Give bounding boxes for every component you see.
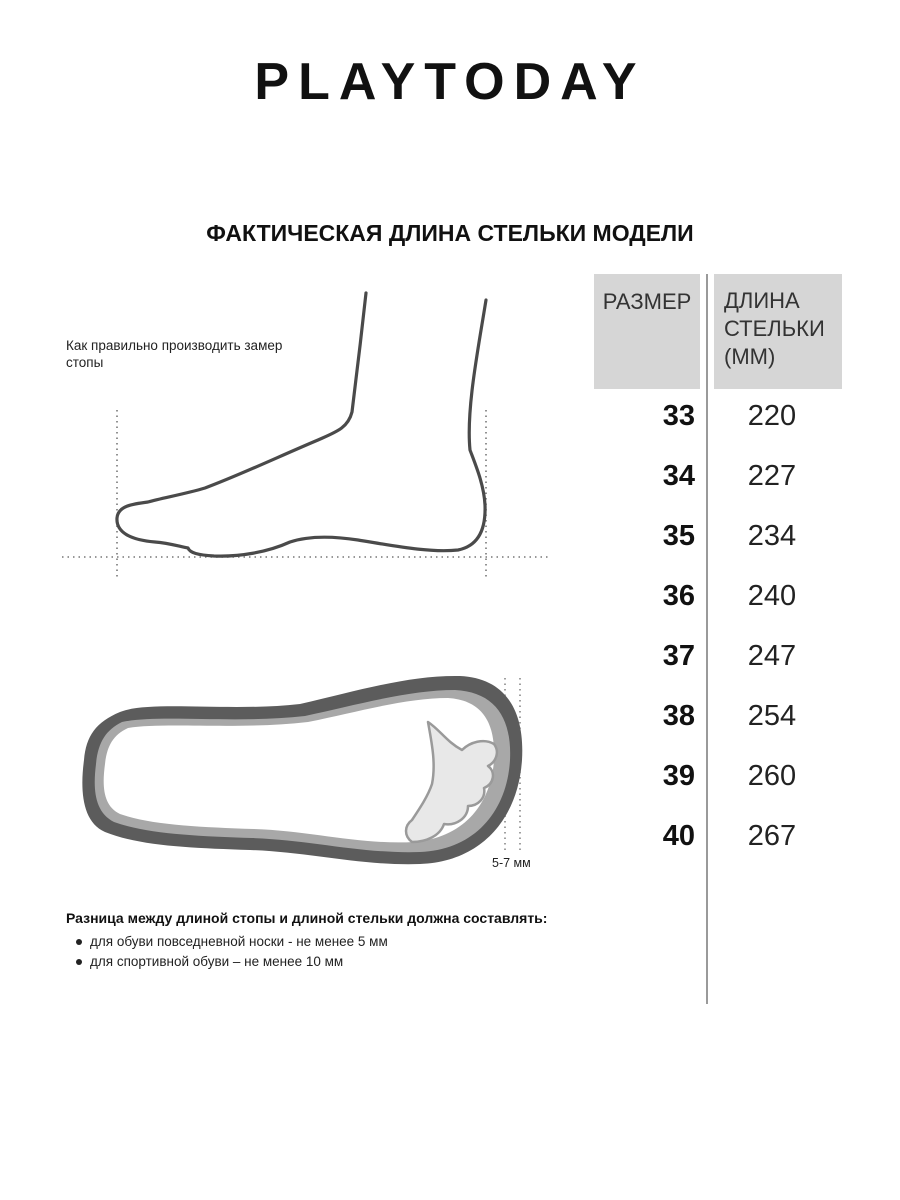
list-item [66, 932, 388, 952]
bullet-icon [76, 959, 82, 965]
note-title: Разница между длиной стопы и длиной стельки должна составлять: [66, 910, 548, 926]
foot-side-view-illustration [62, 293, 548, 580]
table-row [594, 392, 854, 452]
size-cell: 40 [662, 820, 695, 852]
size-cell: 33 [662, 400, 695, 432]
size-cell: 35 [662, 520, 695, 552]
size-cell: 34 [662, 460, 695, 492]
length-cell: 220 [747, 400, 797, 432]
brand-logo: PLAYTODAY [254, 53, 646, 111]
page-title: ФАКТИЧЕСКАЯ ДЛИНА СТЕЛЬКИ МОДЕЛИ [206, 220, 694, 246]
table-header-length: ДЛИНА СТЕЛЬКИ (ММ) [714, 274, 842, 389]
size-cell: 36 [662, 580, 695, 612]
table-row [594, 812, 854, 872]
size-cell: 39 [662, 760, 695, 792]
list-item-text: для обуви повседневной носки - не менее 5 мм [90, 934, 388, 949]
size-cell: 38 [662, 700, 695, 732]
table-row [594, 512, 854, 572]
size-cell: 37 [662, 640, 695, 672]
gap-label: 5-7 мм [492, 856, 531, 870]
length-cell: 260 [747, 760, 797, 792]
measure-hint: Как правильно производить замер стопы [66, 338, 283, 370]
table-header-size: РАЗМЕР [594, 274, 700, 389]
length-cell: 254 [747, 700, 797, 732]
list-item [66, 952, 388, 972]
bullet-icon [76, 939, 82, 945]
list-item-text: для спортивной обуви – не менее 10 мм [90, 954, 344, 969]
table-row [594, 632, 854, 692]
length-cell: 227 [747, 460, 797, 492]
length-cell: 240 [747, 580, 797, 612]
table-row [594, 752, 854, 812]
length-cell: 267 [747, 820, 797, 852]
note-list [66, 932, 388, 972]
table-row [594, 572, 854, 632]
insole-top-view-illustration [82, 676, 522, 864]
table-row [594, 452, 854, 512]
length-cell: 234 [747, 520, 797, 552]
length-cell: 247 [747, 640, 797, 672]
table-row [594, 692, 854, 752]
